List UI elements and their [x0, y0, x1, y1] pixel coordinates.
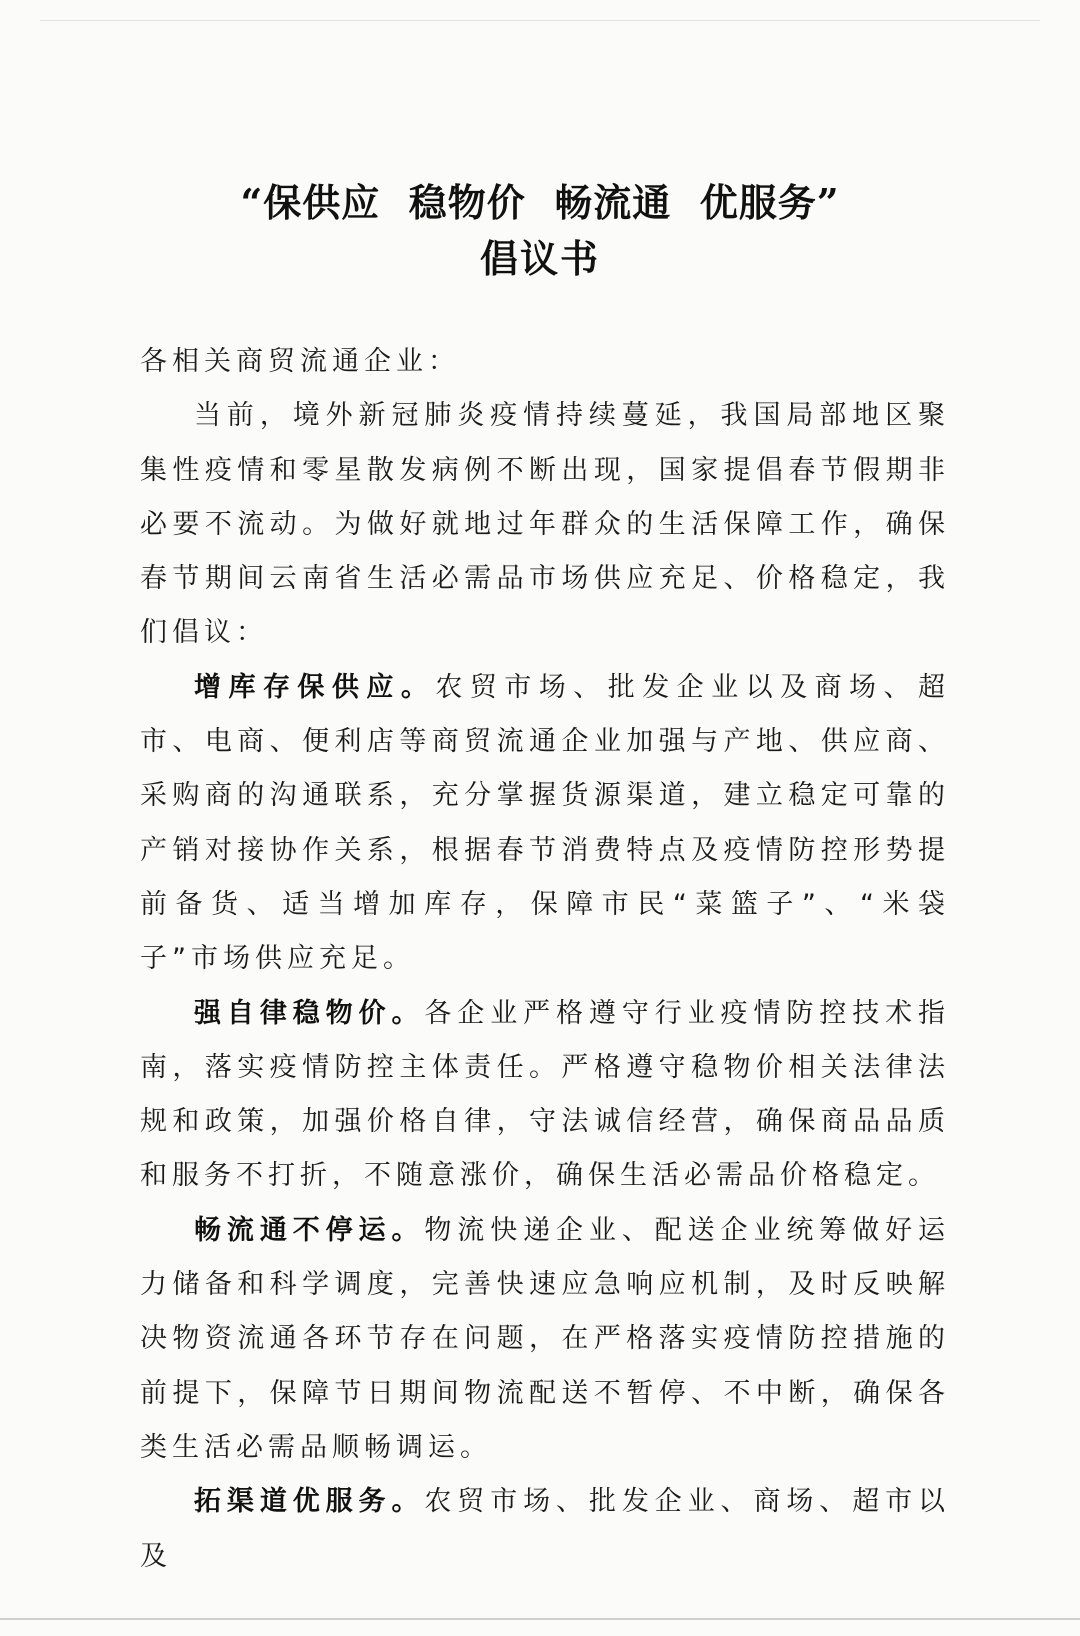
section-paragraph-price	[140, 987, 950, 1204]
section-paragraph-service	[140, 1475, 950, 1584]
section-text-supply: 农贸市场、批发企业以及商场、超市、电商、便利店等商贸流通企业加强与产地、供应商、采购商的沟通联系，充分掌握货源渠道，建立稳定可靠的产销对接协作关系，根据春节消费特点及疫情防控形势提前备货、适当增加库存，保障市民“菜篮子”、“米袋子”市场供应充足。	[140, 671, 951, 975]
scan-edge-bottom	[0, 1618, 1080, 1620]
section-text-price: 各企业严格遵守行业疫情防控技术指南，落实疫情防控主体责任。严格遵守稳物价相关法律法规和政策，加强价格自律，守法诚信经营，确保商品品质和服务不打折，不随意涨价，确保生活必需品价格稳定。	[140, 997, 951, 1192]
section-heading-service: 拓渠道优服务。	[194, 1486, 425, 1518]
salutation: 各相关商贸流通企业：	[140, 346, 460, 377]
section-paragraph-logistics	[140, 1204, 950, 1475]
title-line-proposal: 倡议书	[479, 236, 600, 281]
scan-edge-top	[40, 20, 1040, 21]
document-title	[0, 175, 1080, 287]
section-heading-supply: 增库存保供应。	[194, 671, 436, 703]
document-body	[140, 335, 950, 1584]
section-text-logistics: 物流快递企业、配送企业统筹做好运力储备和科学调度，完善快速应急响应机制，及时反映解决物资流通各环节存在问题，在严格落实疫情防控措施的前提下，保障节日期间物流配送不暂停、不中断，确保各类生活必需品顺畅调运。	[140, 1214, 951, 1463]
section-text-service: 农贸市场、批发企业、商场、超市以及	[140, 1486, 951, 1572]
title-line-slogan: “保供应 稳物价 畅流通 优服务”	[240, 180, 840, 225]
section-heading-logistics: 畅流通不停运。	[194, 1214, 425, 1246]
intro-paragraph: 当前，境外新冠肺炎疫情持续蔓延，我国局部地区聚集性疫情和零星散发病例不断出现，国家提倡春节假期非必要不流动。为做好就地过年群众的生活保障工作，确保春节期间云南省生活必需品市场供应充足、价格稳定，我们倡议：	[140, 400, 950, 649]
section-heading-price: 强自律稳物价。	[194, 997, 425, 1029]
section-paragraph-supply	[140, 661, 950, 987]
